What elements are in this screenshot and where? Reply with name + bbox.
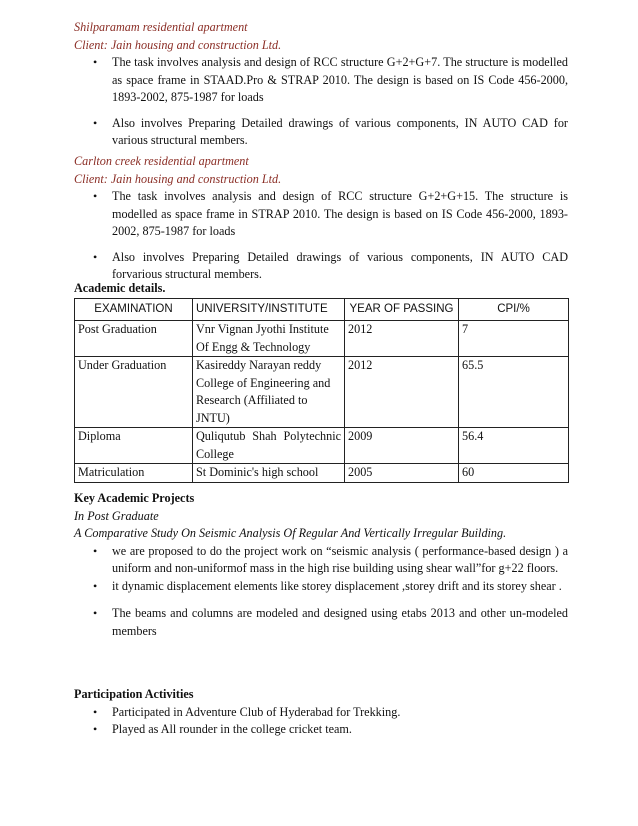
bullet-icon: • (93, 722, 98, 736)
table-cell: 65.5 (459, 357, 569, 428)
table-cell: Kasireddy Narayan reddy College of Engineering and Research (Affiliated to JNTU) (193, 357, 345, 428)
table-cell: 2012 (345, 321, 459, 357)
key-projects-level: In Post Graduate (74, 508, 159, 523)
table-cell: 56.4 (459, 428, 569, 464)
academic-table (74, 298, 569, 483)
header-year: YEAR OF PASSING (345, 298, 459, 321)
key-projects-heading: Key Academic Projects (74, 491, 195, 505)
bullet-icon: • (93, 606, 98, 620)
participation-section (74, 686, 568, 739)
bullet-icon: • (93, 578, 98, 593)
bullet-icon: • (93, 55, 98, 69)
key-projects-section (74, 490, 568, 640)
table-cell: St Dominic's high school (193, 464, 345, 483)
header-examination: EXAMINATION (75, 298, 193, 321)
project-2-title: Carlton creek residential apartment (74, 154, 249, 168)
bullet-icon: • (93, 189, 98, 203)
bullet-icon: • (93, 249, 98, 264)
table-cell: Post Graduation (75, 321, 193, 357)
table-cell: Under Graduation (75, 357, 193, 428)
project-1-title: Shilparamam residential apartment (74, 20, 248, 34)
list-item: • Played as All rounder in the college cricket team. (74, 721, 568, 739)
academic-heading: Academic details. (74, 281, 166, 295)
table-header-row (75, 298, 569, 321)
bullet-icon: • (93, 704, 98, 719)
project-2 (74, 153, 568, 284)
list-item: • Also involves Preparing Detailed drawings of various components, IN AUTO CAD forvarious structural members. (93, 249, 568, 281)
list-item: • Also involves Preparing Detailed drawings of various components, IN AUTO CAD for various structural members. (93, 115, 568, 147)
project-1-bullets (74, 54, 568, 150)
list-item: • The task involves analysis and design of RCC structure G+2+G+15. The structure is modelled as space frame in STRAP 2010. The design is based on IS Code 456-2000, 1893-2002, 875-1987 for loads (93, 189, 568, 238)
list-item: • The task involves analysis and design of RCC structure G+2+G+7. The structure is modelled as space frame in STAAD.Pro & STRAP 2010. The design is based on IS Code 456-2000, 1893-2002, 875-1987 for loads (93, 55, 568, 104)
table-cell: 2009 (345, 428, 459, 464)
table-row (75, 464, 569, 483)
list-item: • it dynamic displacement elements like storey displacement ,storey drift and its storey shear . (74, 578, 568, 596)
table-cell: 2012 (345, 357, 459, 428)
list-item: • Participated in Adventure Club of Hyderabad for Trekking. (74, 704, 568, 722)
project-2-bullets (74, 188, 568, 284)
bullet-icon: • (93, 543, 98, 558)
table-cell: Diploma (75, 428, 193, 464)
table-cell: Vnr Vignan Jyothi Institute Of Engg & Technology (193, 321, 345, 357)
key-projects-title: A Comparative Study On Seismic Analysis Of Regular And Vertically Irregular Building. (74, 526, 507, 540)
table-cell: 2005 (345, 464, 459, 483)
table-cell: Quliqutub Shah Polytechnic College (193, 428, 345, 464)
header-cpi: CPI/% (459, 298, 569, 321)
participation-heading: Participation Activities (74, 687, 194, 701)
key-projects-bullets (74, 543, 568, 641)
list-item: • The beams and columns are modeled and designed using etabs 2013 and other un-modeled members (93, 606, 568, 638)
table-row (75, 428, 569, 464)
header-university: UNIVERSITY/INSTITUTE (193, 298, 345, 321)
participation-bullets (74, 704, 568, 739)
table-row (75, 321, 569, 357)
table-cell: Matriculation (75, 464, 193, 483)
academic-section (74, 280, 568, 483)
list-item: • we are proposed to do the project work on “seismic analysis ( performance-based design ) a uniform and non-uniformof mass in the high rise building using shear wall”for g+22 floors. (93, 543, 568, 575)
project-1 (74, 19, 568, 150)
project-2-client: Client: Jain housing and construction Ltd. (74, 171, 282, 186)
project-1-client: Client: Jain housing and construction Ltd. (74, 37, 282, 52)
table-cell: 60 (459, 464, 569, 483)
bullet-icon: • (93, 115, 98, 130)
table-cell: 7 (459, 321, 569, 357)
table-row (75, 357, 569, 428)
